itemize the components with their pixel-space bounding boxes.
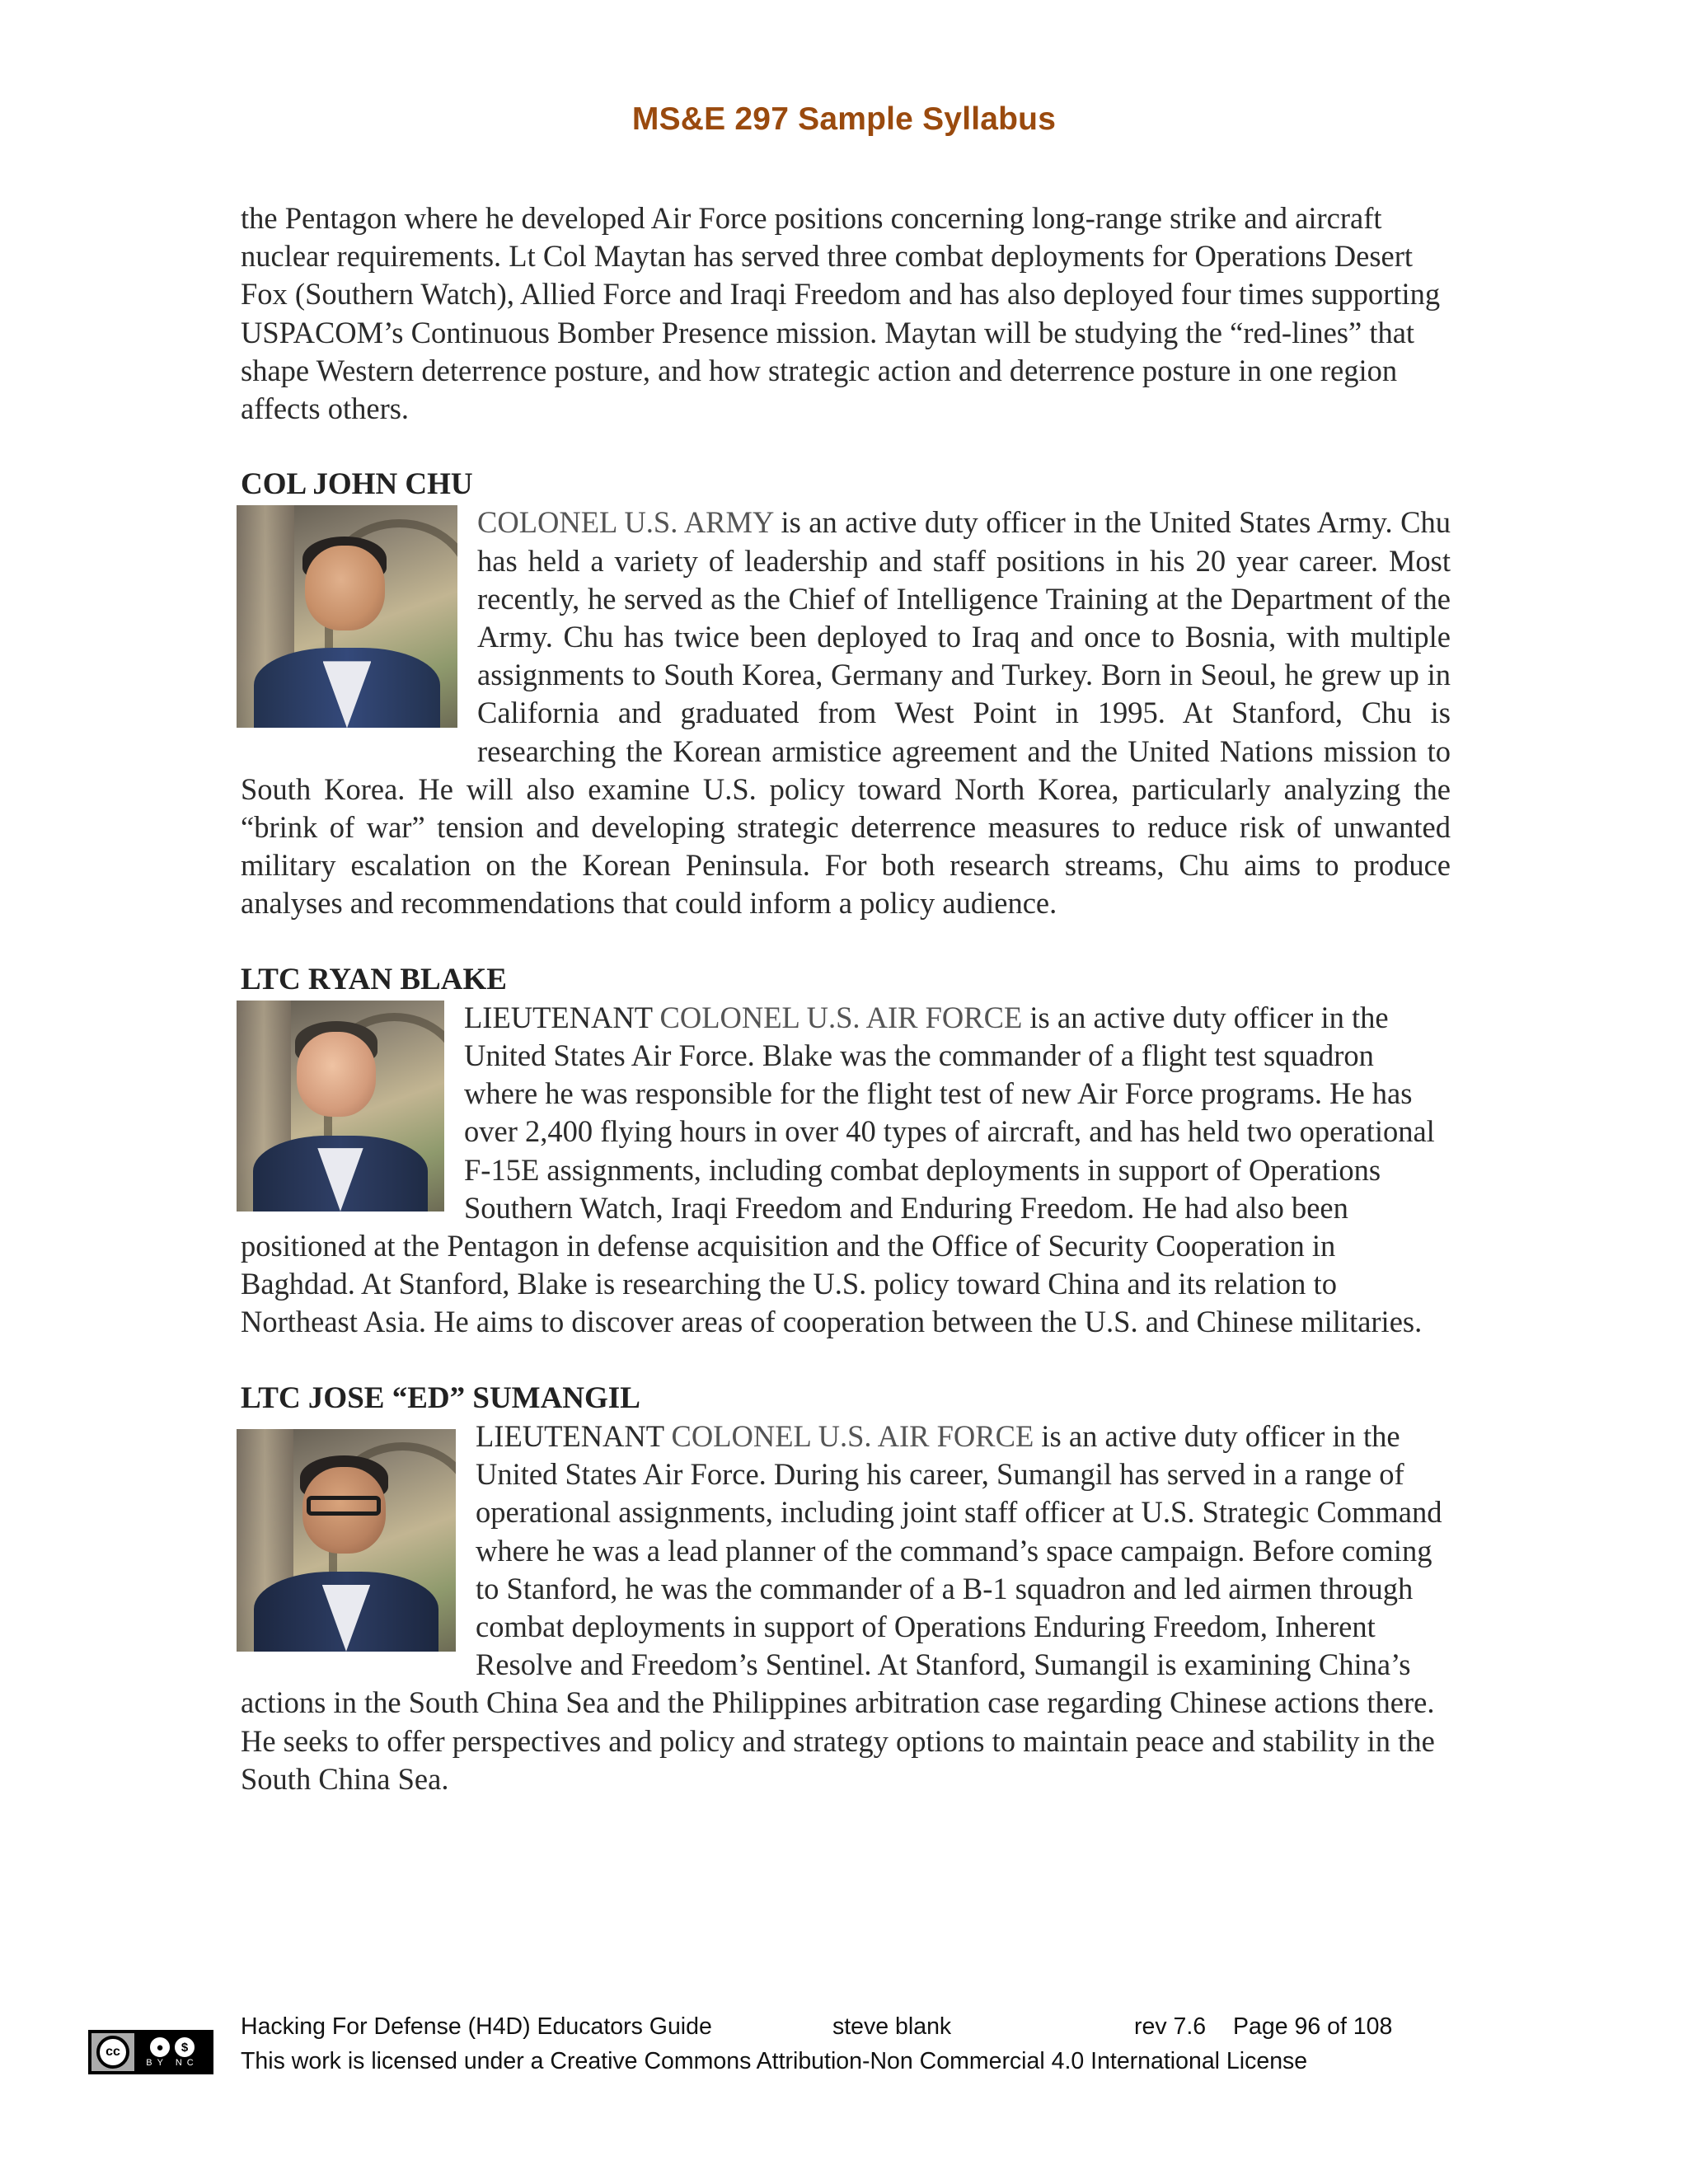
bio-name: LTC JOSE “ED” SUMANGIL [241, 1380, 640, 1415]
bio-ed-sumangil [241, 1380, 1451, 1836]
bio-role-prefix: LIEUTENANT [476, 1418, 672, 1453]
portrait-photo-blake [237, 1001, 444, 1212]
portrait-photo-chu [237, 505, 457, 728]
footer-author: steve blank [832, 2013, 952, 2040]
bio-text: is an active duty officer in the United States Army. Chu has held a variety of leadership and staff positions in his 20 year career. Most recently, he served as the Chief of Intelligence Training at the Department of the Army. Chu has twice been deployed to Iraq and once to Bosnia, with multiple assignments to South Korea, Germany and Turkey. Born in Seoul, he grew up in California and graduated from West Point in 1995. At Stanford, Chu is researching the Korean armistice agreement and the United Nations mission to South Korea. He will also examine U.S. policy toward North Korea, particularly analyzing the “brink of war” tension and developing strategic deterrence measures to reduce risk of unwanted military escalation on the Korean Peninsula. For both research streams, Chu aims to produce analyses and recommendations that could inform a policy audience. [241, 505, 1451, 921]
page-footer [241, 2009, 1392, 2079]
bio-name: COL JOHN CHU [241, 467, 473, 502]
bio-john-chu [241, 466, 1451, 960]
bio-text: is an active duty officer in the United States Air Force. During his career, Sumangil has served in a range of operational assignments, including joint staff officer at U.S. Strategic Command where he was a lead planner of the command’s space campaign. Before coming to Stanford, he was the commander of a B-1 squadron and led airmen through combat deployments in support of Operations Enduring Freedom, Inherent Resolve and Freedom’s Sentinel. At Stanford, Sumangil is examining China’s actions in the South China Sea and the Philippines arbitration case regarding Chinese actions there. He seeks to offer perspectives and policy and strategy options to maintain peace and stability in the South China Sea. [241, 1418, 1442, 1796]
bio-paragraph [241, 1418, 1451, 1798]
footer-page-number: Page 96 of 108 [1233, 2013, 1393, 2040]
bio-paragraph [241, 504, 1451, 922]
bio-role: COLONEL U.S. AIR FORCE [659, 1000, 1023, 1034]
attribution-icon: ● [150, 2037, 170, 2057]
cc-nc-label: NC [175, 2057, 199, 2068]
cc-by-label: BY [146, 2057, 168, 2068]
intro-paragraph: the Pentagon where he developed Air Force positions concerning long-range strike and aircraft nuclear requirements. Lt Col Maytan has served three combat deployments for Operations Desert Fox (Southern Watch), Allied Force and Iraqi Freedom and has also deployed four times supporting USPACOM’s Continuous Bomber Presence mission. Maytan will be studying the “red-lines” that shape Western deterrence posture, and how strategic action and deterrence posture in one region affects others. [241, 201, 1441, 426]
bio-role-prefix: LIEUTENANT [464, 1000, 660, 1034]
document-body [241, 199, 1451, 1836]
bio-paragraph [241, 999, 1451, 1342]
bio-role: COLONEL U.S. AIR FORCE [671, 1418, 1034, 1453]
bio-ryan-blake [241, 961, 1451, 1380]
portrait-photo-sumangil [237, 1429, 456, 1652]
bio-role: COLONEL U.S. ARMY [477, 505, 773, 540]
bio-name: LTC RYAN BLAKE [241, 962, 507, 996]
cc-icon: cc [96, 2036, 129, 2069]
footer-license-text: This work is licensed under a Creative Commons Attribution-Non Commercial 4.0 International License [241, 2048, 1308, 2074]
footer-guide-title: Hacking For Defense (H4D) Educators Guide [241, 2013, 712, 2040]
footer-revision: rev 7.6 [1134, 2013, 1207, 2040]
creative-commons-license-badge[interactable] [88, 2030, 213, 2074]
bio-text: is an active duty officer in the United States Air Force. Blake was the commander of a flight test squadron where he was responsible for the flight test of new Air Force programs. He has over 2,400 flying hours in over 40 types of aircraft, and has held two operational F-15E assignments, including combat deployments in support of Operations Southern Watch, Iraqi Freedom and Enduring Freedom. He had also been positioned at the Pentagon in defense acquisition and the Office of Security Cooperation in Baghdad. At Stanford, Blake is researching the U.S. policy toward China and its relation to Northeast Asia. He aims to discover areas of cooperation between the U.S. and Chinese militaries. [241, 1000, 1435, 1339]
page-title: MS&E 297 Sample Syllabus [631, 101, 1057, 137]
non-commercial-icon: $ [175, 2037, 195, 2057]
